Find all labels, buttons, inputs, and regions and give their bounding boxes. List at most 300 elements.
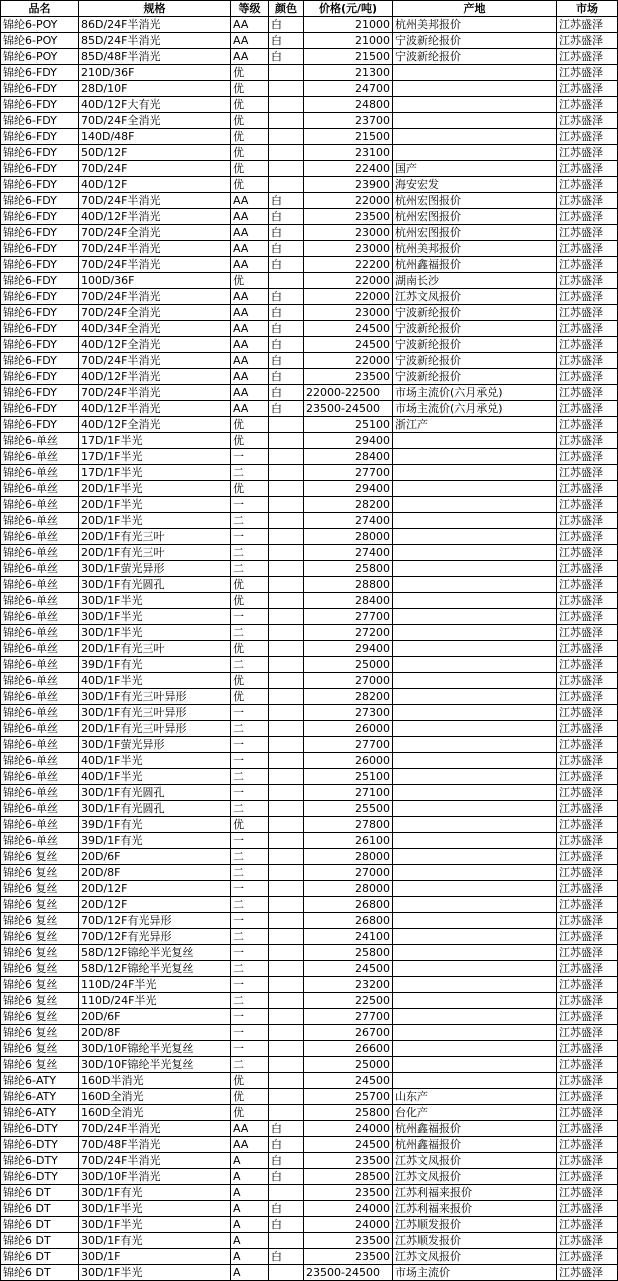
- cell-market: 江苏盛泽: [557, 1025, 618, 1041]
- cell-color: 白: [269, 369, 304, 385]
- cell-grade: 二: [231, 961, 269, 977]
- table-row: [1, 561, 618, 577]
- cell-market: 江苏盛泽: [557, 1137, 618, 1153]
- cell-market: 江苏盛泽: [557, 737, 618, 753]
- cell-product: 锦纶6-FDY: [1, 353, 79, 369]
- header-product: 品名: [1, 1, 79, 17]
- cell-color: [269, 609, 304, 625]
- cell-color: [269, 545, 304, 561]
- cell-market: 江苏盛泽: [557, 753, 618, 769]
- cell-grade: 优: [231, 593, 269, 609]
- cell-spec: 70D/24F半消光: [79, 385, 231, 401]
- cell-color: [269, 481, 304, 497]
- cell-spec: 70D/12F有光异形: [79, 929, 231, 945]
- cell-market: 江苏盛泽: [557, 209, 618, 225]
- cell-grade: 二: [231, 721, 269, 737]
- cell-product: 锦纶6-ATY: [1, 1089, 79, 1105]
- cell-origin: [393, 513, 557, 529]
- cell-product: 锦纶6-FDY: [1, 241, 79, 257]
- cell-price: 28200: [304, 497, 393, 513]
- cell-price: 23900: [304, 177, 393, 193]
- cell-market: 江苏盛泽: [557, 1265, 618, 1281]
- cell-grade: 优: [231, 1089, 269, 1105]
- cell-spec: 20D/1F半光: [79, 513, 231, 529]
- cell-color: [269, 1233, 304, 1249]
- cell-spec: 30D/1F半光: [79, 1217, 231, 1233]
- cell-grade: 一: [231, 737, 269, 753]
- cell-price: 28400: [304, 593, 393, 609]
- cell-grade: AA: [231, 209, 269, 225]
- cell-spec: 70D/24F半消光: [79, 353, 231, 369]
- cell-spec: 17D/1F半光: [79, 465, 231, 481]
- cell-price: 28400: [304, 449, 393, 465]
- cell-origin: 宁波新纶报价: [393, 353, 557, 369]
- cell-grade: 二: [231, 625, 269, 641]
- cell-spec: 40D/34F全消光: [79, 321, 231, 337]
- cell-spec: 58D/12F锦纶半光复丝: [79, 945, 231, 961]
- cell-product: 锦纶6-单丝: [1, 625, 79, 641]
- cell-market: 江苏盛泽: [557, 1073, 618, 1089]
- cell-market: 江苏盛泽: [557, 17, 618, 33]
- table-row: [1, 433, 618, 449]
- cell-grade: 二: [231, 993, 269, 1009]
- cell-price: 23500: [304, 209, 393, 225]
- cell-product: 锦纶6-FDY: [1, 305, 79, 321]
- table-body: [1, 17, 618, 1281]
- cell-grade: 优: [231, 97, 269, 113]
- cell-color: 白: [269, 1153, 304, 1169]
- cell-grade: 优: [231, 689, 269, 705]
- cell-origin: [393, 1073, 557, 1089]
- cell-market: 江苏盛泽: [557, 721, 618, 737]
- cell-price: 25800: [304, 945, 393, 961]
- cell-grade: AA: [231, 257, 269, 273]
- cell-product: 锦纶6 复丝: [1, 913, 79, 929]
- cell-color: [269, 641, 304, 657]
- cell-price: 23700: [304, 113, 393, 129]
- cell-product: 锦纶6-单丝: [1, 513, 79, 529]
- cell-market: 江苏盛泽: [557, 593, 618, 609]
- cell-grade: 优: [231, 577, 269, 593]
- cell-origin: 江苏文凤报价: [393, 1249, 557, 1265]
- cell-market: 江苏盛泽: [557, 417, 618, 433]
- cell-origin: 杭州美邦报价: [393, 17, 557, 33]
- cell-origin: 江苏利福来报价: [393, 1201, 557, 1217]
- cell-grade: AA: [231, 49, 269, 65]
- cell-product: 锦纶6 复丝: [1, 977, 79, 993]
- cell-product: 锦纶6 DT: [1, 1185, 79, 1201]
- cell-market: 江苏盛泽: [557, 433, 618, 449]
- cell-origin: [393, 945, 557, 961]
- table-row: [1, 1201, 618, 1217]
- table-row: [1, 305, 618, 321]
- cell-spec: 30D/1F半光: [79, 609, 231, 625]
- cell-market: 江苏盛泽: [557, 385, 618, 401]
- cell-origin: 杭州宏图报价: [393, 225, 557, 241]
- cell-color: 白: [269, 1137, 304, 1153]
- cell-spec: 30D/10F锦纶半光复丝: [79, 1057, 231, 1073]
- cell-color: [269, 721, 304, 737]
- cell-price: 28000: [304, 529, 393, 545]
- table-row: [1, 1137, 618, 1153]
- cell-product: 锦纶6-FDY: [1, 417, 79, 433]
- cell-color: [269, 977, 304, 993]
- cell-color: [269, 273, 304, 289]
- cell-product: 锦纶6-FDY: [1, 273, 79, 289]
- cell-grade: AA: [231, 241, 269, 257]
- cell-product: 锦纶6-DTY: [1, 1137, 79, 1153]
- cell-spec: 39D/1F有光: [79, 657, 231, 673]
- cell-product: 锦纶6-单丝: [1, 673, 79, 689]
- cell-color: 白: [269, 1169, 304, 1185]
- cell-color: [269, 417, 304, 433]
- cell-spec: 20D/8F: [79, 1025, 231, 1041]
- cell-origin: [393, 689, 557, 705]
- cell-product: 锦纶6-单丝: [1, 753, 79, 769]
- cell-market: 江苏盛泽: [557, 1233, 618, 1249]
- cell-product: 锦纶6 复丝: [1, 881, 79, 897]
- cell-spec: 30D/1F有光: [79, 1185, 231, 1201]
- cell-origin: [393, 1041, 557, 1057]
- cell-price: 27700: [304, 609, 393, 625]
- cell-color: [269, 945, 304, 961]
- cell-product: 锦纶6-单丝: [1, 609, 79, 625]
- cell-spec: 70D/12F有光异形: [79, 913, 231, 929]
- cell-market: 江苏盛泽: [557, 913, 618, 929]
- cell-price: 27000: [304, 673, 393, 689]
- cell-grade: A: [231, 1217, 269, 1233]
- cell-origin: [393, 1057, 557, 1073]
- cell-price: 26700: [304, 1025, 393, 1041]
- cell-color: [269, 97, 304, 113]
- cell-spec: 50D/12F: [79, 145, 231, 161]
- cell-grade: AA: [231, 353, 269, 369]
- cell-origin: 宁波新纶报价: [393, 337, 557, 353]
- cell-spec: 20D/1F有光三叶异形: [79, 721, 231, 737]
- cell-price: 29400: [304, 433, 393, 449]
- cell-price: 26000: [304, 721, 393, 737]
- cell-color: [269, 769, 304, 785]
- cell-color: [269, 929, 304, 945]
- cell-color: [269, 113, 304, 129]
- cell-spec: 40D/12F大有光: [79, 97, 231, 113]
- cell-price: 24500: [304, 961, 393, 977]
- cell-product: 锦纶6-单丝: [1, 817, 79, 833]
- table-row: [1, 1185, 618, 1201]
- cell-market: 江苏盛泽: [557, 609, 618, 625]
- cell-color: [269, 577, 304, 593]
- cell-product: 锦纶6-单丝: [1, 705, 79, 721]
- cell-market: 江苏盛泽: [557, 705, 618, 721]
- cell-price: 23500: [304, 369, 393, 385]
- cell-price: 23200: [304, 977, 393, 993]
- cell-spec: 70D/24F半消光: [79, 1153, 231, 1169]
- cell-spec: 20D/12F: [79, 897, 231, 913]
- table-row: [1, 849, 618, 865]
- cell-market: 江苏盛泽: [557, 305, 618, 321]
- cell-color: [269, 1073, 304, 1089]
- header-spec: 规格: [79, 1, 231, 17]
- cell-product: 锦纶6-DTY: [1, 1153, 79, 1169]
- cell-market: 江苏盛泽: [557, 321, 618, 337]
- cell-product: 锦纶6-单丝: [1, 689, 79, 705]
- table-row: [1, 33, 618, 49]
- cell-market: 江苏盛泽: [557, 1201, 618, 1217]
- cell-grade: 优: [231, 161, 269, 177]
- table-row: [1, 929, 618, 945]
- cell-origin: 江苏文凤报价: [393, 1169, 557, 1185]
- cell-spec: 70D/24F: [79, 161, 231, 177]
- table-row: [1, 1041, 618, 1057]
- cell-origin: 市场主流价(六月承兑): [393, 401, 557, 417]
- cell-color: 白: [269, 1217, 304, 1233]
- cell-product: 锦纶6 复丝: [1, 945, 79, 961]
- cell-spec: 20D/1F有光三叶: [79, 529, 231, 545]
- cell-grade: 二: [231, 1057, 269, 1073]
- cell-grade: 优: [231, 129, 269, 145]
- table-row: [1, 641, 618, 657]
- cell-spec: 30D/1F: [79, 1249, 231, 1265]
- cell-color: [269, 1057, 304, 1073]
- cell-product: 锦纶6-FDY: [1, 321, 79, 337]
- table-row: [1, 225, 618, 241]
- cell-market: 江苏盛泽: [557, 561, 618, 577]
- cell-color: [269, 593, 304, 609]
- cell-origin: [393, 145, 557, 161]
- cell-market: 江苏盛泽: [557, 897, 618, 913]
- cell-color: [269, 529, 304, 545]
- table-row: [1, 753, 618, 769]
- cell-market: 江苏盛泽: [557, 961, 618, 977]
- cell-product: 锦纶6 DT: [1, 1233, 79, 1249]
- cell-product: 锦纶6-FDY: [1, 401, 79, 417]
- table-row: [1, 769, 618, 785]
- cell-grade: AA: [231, 401, 269, 417]
- cell-product: 锦纶6-FDY: [1, 193, 79, 209]
- cell-spec: 40D/12F半消光: [79, 369, 231, 385]
- cell-spec: 17D/1F半光: [79, 433, 231, 449]
- cell-price: 24000: [304, 1121, 393, 1137]
- cell-market: 江苏盛泽: [557, 1057, 618, 1073]
- cell-origin: [393, 97, 557, 113]
- cell-product: 锦纶6-FDY: [1, 385, 79, 401]
- cell-color: [269, 801, 304, 817]
- cell-grade: 一: [231, 449, 269, 465]
- cell-price: 23500: [304, 1153, 393, 1169]
- cell-price: 29400: [304, 481, 393, 497]
- cell-color: 白: [269, 385, 304, 401]
- cell-product: 锦纶6-单丝: [1, 785, 79, 801]
- cell-price: 25100: [304, 417, 393, 433]
- cell-origin: 江苏顺发报价: [393, 1233, 557, 1249]
- cell-origin: 杭州鑫福报价: [393, 1137, 557, 1153]
- cell-color: 白: [269, 257, 304, 273]
- cell-grade: 二: [231, 513, 269, 529]
- cell-grade: A: [231, 1185, 269, 1201]
- cell-price: 27100: [304, 785, 393, 801]
- cell-origin: [393, 865, 557, 881]
- cell-product: 锦纶6 复丝: [1, 993, 79, 1009]
- cell-origin: [393, 753, 557, 769]
- table-row: [1, 337, 618, 353]
- cell-product: 锦纶6 DT: [1, 1265, 79, 1281]
- cell-price: 24500: [304, 1073, 393, 1089]
- cell-spec: 70D/24F半消光: [79, 1121, 231, 1137]
- cell-grade: 优: [231, 417, 269, 433]
- cell-color: 白: [269, 1249, 304, 1265]
- cell-color: [269, 497, 304, 513]
- cell-market: 江苏盛泽: [557, 801, 618, 817]
- cell-grade: 一: [231, 1009, 269, 1025]
- cell-color: 白: [269, 1201, 304, 1217]
- cell-price: 22000: [304, 289, 393, 305]
- table-row: [1, 81, 618, 97]
- cell-product: 锦纶6-单丝: [1, 721, 79, 737]
- header-price: 价格(元/吨): [304, 1, 393, 17]
- table-row: [1, 577, 618, 593]
- cell-product: 锦纶6-单丝: [1, 433, 79, 449]
- cell-price: 23000: [304, 241, 393, 257]
- cell-origin: [393, 897, 557, 913]
- cell-market: 江苏盛泽: [557, 289, 618, 305]
- table-row: [1, 609, 618, 625]
- table-row: [1, 65, 618, 81]
- cell-origin: [393, 833, 557, 849]
- cell-color: [269, 897, 304, 913]
- table-row: [1, 817, 618, 833]
- table-row: [1, 17, 618, 33]
- cell-product: 锦纶6-FDY: [1, 145, 79, 161]
- cell-price: 27700: [304, 465, 393, 481]
- cell-price: 28800: [304, 577, 393, 593]
- cell-product: 锦纶6-单丝: [1, 545, 79, 561]
- cell-color: [269, 513, 304, 529]
- cell-spec: 20D/1F半光: [79, 481, 231, 497]
- cell-grade: 二: [231, 545, 269, 561]
- cell-market: 江苏盛泽: [557, 337, 618, 353]
- cell-origin: [393, 481, 557, 497]
- cell-price: 24000: [304, 1201, 393, 1217]
- cell-origin: 杭州美邦报价: [393, 241, 557, 257]
- table-row: [1, 977, 618, 993]
- cell-product: 锦纶6-单丝: [1, 497, 79, 513]
- cell-origin: [393, 65, 557, 81]
- cell-spec: 40D/1F半光: [79, 673, 231, 689]
- cell-origin: [393, 849, 557, 865]
- cell-origin: [393, 545, 557, 561]
- table-row: [1, 737, 618, 753]
- cell-origin: [393, 673, 557, 689]
- cell-color: [269, 625, 304, 641]
- cell-product: 锦纶6 复丝: [1, 1057, 79, 1073]
- cell-price: 26000: [304, 753, 393, 769]
- cell-spec: 85D/48F半消光: [79, 49, 231, 65]
- cell-market: 江苏盛泽: [557, 481, 618, 497]
- cell-spec: 30D/1F半光: [79, 625, 231, 641]
- cell-grade: 二: [231, 929, 269, 945]
- cell-origin: 市场主流价(六月承兑): [393, 385, 557, 401]
- cell-market: 江苏盛泽: [557, 1041, 618, 1057]
- cell-price: 22000: [304, 193, 393, 209]
- cell-spec: 70D/24F半消光: [79, 289, 231, 305]
- cell-market: 江苏盛泽: [557, 833, 618, 849]
- cell-grade: A: [231, 1201, 269, 1217]
- table-row: [1, 481, 618, 497]
- cell-origin: 杭州宏图报价: [393, 209, 557, 225]
- cell-color: 白: [269, 209, 304, 225]
- cell-grade: 优: [231, 113, 269, 129]
- cell-color: 白: [269, 321, 304, 337]
- cell-origin: [393, 609, 557, 625]
- table-row: [1, 593, 618, 609]
- table-row: [1, 1233, 618, 1249]
- cell-origin: [393, 737, 557, 753]
- cell-market: 江苏盛泽: [557, 113, 618, 129]
- cell-price: 23100: [304, 145, 393, 161]
- cell-price: 21000: [304, 17, 393, 33]
- cell-price: 28200: [304, 689, 393, 705]
- cell-price: 23500: [304, 1249, 393, 1265]
- cell-grade: 一: [231, 913, 269, 929]
- cell-color: [269, 1265, 304, 1281]
- cell-spec: 160D全消光: [79, 1105, 231, 1121]
- table-row: [1, 241, 618, 257]
- cell-spec: 70D/24F半消光: [79, 193, 231, 209]
- cell-grade: 一: [231, 785, 269, 801]
- cell-color: [269, 865, 304, 881]
- cell-market: 江苏盛泽: [557, 449, 618, 465]
- cell-grade: 一: [231, 833, 269, 849]
- cell-product: 锦纶6-FDY: [1, 177, 79, 193]
- cell-color: 白: [269, 225, 304, 241]
- cell-grade: 优: [231, 273, 269, 289]
- cell-spec: 28D/10F: [79, 81, 231, 97]
- cell-origin: [393, 817, 557, 833]
- cell-spec: 86D/24F半消光: [79, 17, 231, 33]
- cell-price: 22500: [304, 993, 393, 1009]
- cell-spec: 30D/1F有光: [79, 1233, 231, 1249]
- cell-price: 24500: [304, 337, 393, 353]
- table-row: [1, 273, 618, 289]
- cell-price: 23000: [304, 225, 393, 241]
- cell-market: 江苏盛泽: [557, 945, 618, 961]
- cell-spec: 40D/1F半光: [79, 753, 231, 769]
- cell-grade: 一: [231, 705, 269, 721]
- table-row: [1, 417, 618, 433]
- cell-price: 25700: [304, 1089, 393, 1105]
- cell-grade: AA: [231, 193, 269, 209]
- table-row: [1, 145, 618, 161]
- cell-grade: 一: [231, 753, 269, 769]
- cell-product: 锦纶6-FDY: [1, 209, 79, 225]
- cell-product: 锦纶6-单丝: [1, 481, 79, 497]
- cell-price: 28000: [304, 881, 393, 897]
- table-row: [1, 321, 618, 337]
- cell-origin: [393, 529, 557, 545]
- table-row: [1, 545, 618, 561]
- cell-price: 27000: [304, 865, 393, 881]
- cell-product: 锦纶6-DTY: [1, 1169, 79, 1185]
- cell-grade: 一: [231, 529, 269, 545]
- cell-price: 21000: [304, 33, 393, 49]
- table-row: [1, 257, 618, 273]
- cell-spec: 20D/8F: [79, 865, 231, 881]
- cell-product: 锦纶6-单丝: [1, 449, 79, 465]
- cell-price: 23500: [304, 1185, 393, 1201]
- cell-origin: [393, 881, 557, 897]
- table-row: [1, 1265, 618, 1281]
- table-row: [1, 401, 618, 417]
